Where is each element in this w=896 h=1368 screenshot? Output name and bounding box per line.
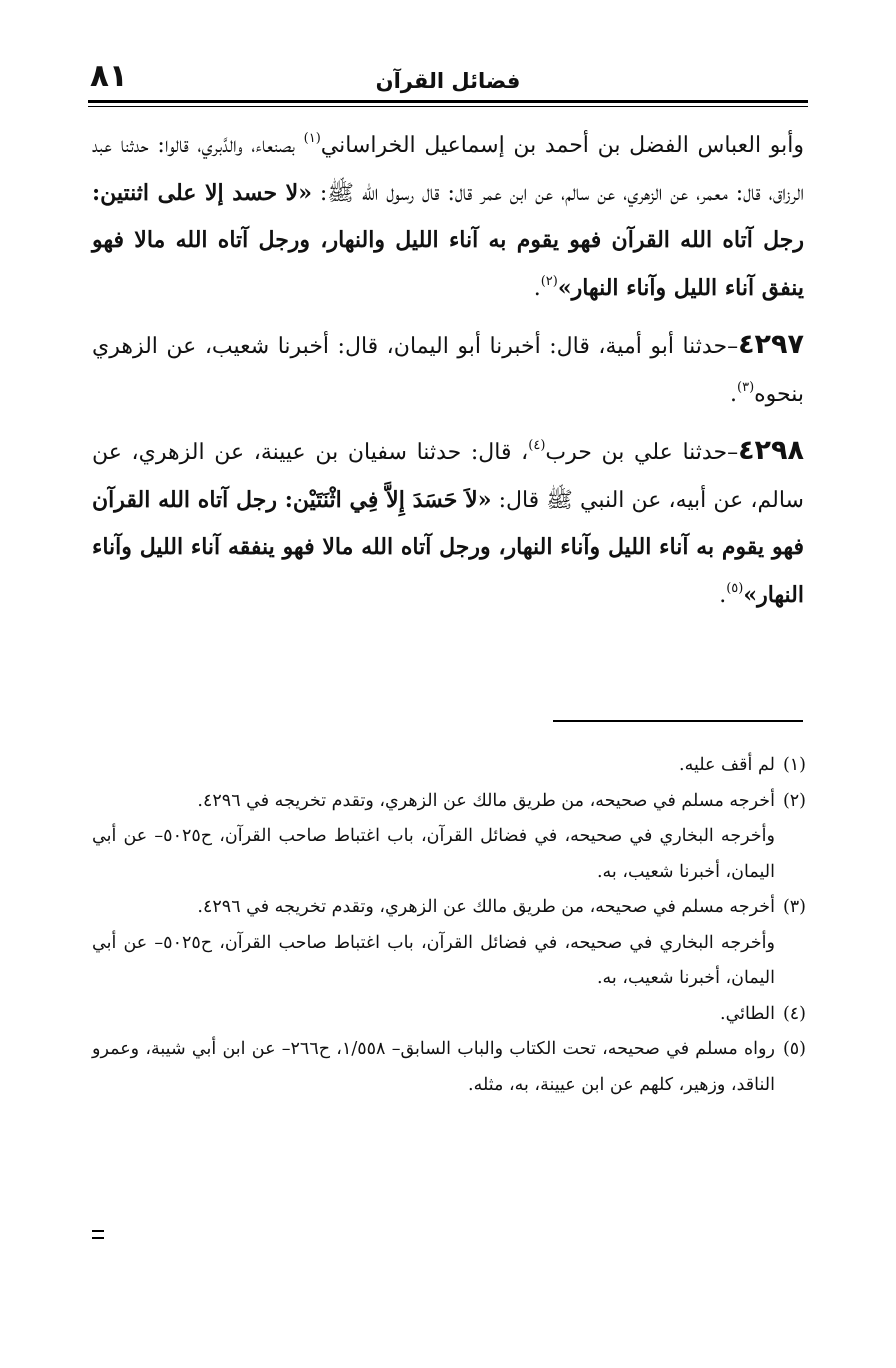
paragraph [92,321,804,418]
footnote-line: أخرجه مسلم في صحيحه، من طريق مالك عن الزهري، وتقدم تخريجه في ٤٢٩٦. [197,897,775,917]
footnote-ref: (١) [303,131,321,146]
footnote [92,748,806,784]
main-text [92,122,804,628]
footnote-number: (٥) [782,1039,806,1059]
paragraph [92,122,804,312]
footnote-number: (٢) [782,790,806,811]
footnote-body [92,784,775,891]
footnote-ref: (٥) [726,580,744,596]
hadith-number: ٤٢٩٧ [738,329,804,360]
paragraph-text: . [730,381,737,407]
footnote-ref: (٣) [737,379,755,395]
footnote-line: وأخرجه البخاري في صحيحه، في فضائل القرآن، باب اغتباط صاحب القرآن، ح٥٠٢٥– عن أبي اليمان، أخبرنا شعيب، به. [92,826,775,882]
paragraph-text: بصنعاء، والدَّبري، قالوا: حدثنا عبد الرزاق، قال: معمر، عن الزهري، عن سالم، عن ابن عمر قال: قال رسول الله ﷺ: [92,133,804,206]
paragraph-text: . [719,582,727,608]
footnote-body [92,1032,775,1103]
paragraph-text: وأبو العباس الفضل بن أحمد بن إسماعيل الخراساني [320,133,805,158]
footnote-body [92,748,775,784]
paragraph-text: ، قال: حدثنا سفيان بن عيينة، عن الزهري، عن سالم، عن أبيه، عن النبي ﷺ قال: [92,440,804,513]
footnote-line: أخرجه مسلم في صحيحه، من طريق مالك عن الزهري، وتقدم تخريجه في ٤٢٩٦. [197,790,775,811]
hadith-quote: «لا حسد إلا على اثنتين: رجل آتاه الله القرآن فهو يقوم به آناء الليل والنهار، ورجل آتاه الله مالا فهو ينفق آناء الليل وآناء النهار» [92,179,804,301]
header-rule-thick [88,100,808,103]
footnote [92,784,806,891]
running-title: فضائل القرآن [375,69,521,93]
footnote-ref: (٢) [540,273,558,289]
footnote [92,1032,806,1103]
footnote [92,997,806,1033]
footnote-separator [553,720,803,722]
footnote-number: (١) [782,755,806,775]
footnote-line: لم أقف عليه. [679,755,775,775]
footnote-line: رواه مسلم في صحيحه، تحت الكتاب والباب السابق– ١/٥٥٨، ح٢٦٦– عن ابن أبي شيبة، وعمرو الناقد، وزهير، كلهم عن ابن عيينة، به، مثله. [92,1039,775,1095]
footnote-body [92,997,775,1033]
paragraph-text: –حدثنا علي بن حرب [545,440,739,465]
footnote-ref: (٤) [528,438,546,453]
footnote-body [92,890,775,997]
end-mark [92,1230,104,1239]
hadith-number: ٤٢٩٨ [738,435,804,466]
footnote [92,890,806,997]
hadith-quote: «لاَ حَسَدَ إِلاَّ فِي اثْنَتَيْن: رجل آتاه الله القرآن فهو يقوم به آناء الليل وآناء النهار، ورجل آتاه الله مالا فهو ينفقه آناء الليل وآناء النهار» [92,486,804,608]
footnote-line: وأخرجه البخاري في صحيحه، في فضائل القرآن، باب اغتباط صاحب القرآن، ح٥٠٢٥– عن أبي اليمان، أخبرنا شعيب، به. [92,932,775,988]
footnotes [92,748,806,1103]
footnote-number: (٣) [782,897,806,917]
footnote-number: (٤) [782,1003,806,1024]
page-header [88,58,808,98]
header-rule-thin [88,106,808,107]
paragraph-text: –حدثنا أبو أمية، قال: أخبرنا أبو اليمان، قال: أخبرنا شعيب، عن الزهري بنحوه [92,334,804,407]
paragraph [92,427,804,619]
footnote-line: الطائي. [720,1003,775,1024]
page-number: ٨١ [90,58,128,94]
paragraph-text: . [533,275,541,301]
